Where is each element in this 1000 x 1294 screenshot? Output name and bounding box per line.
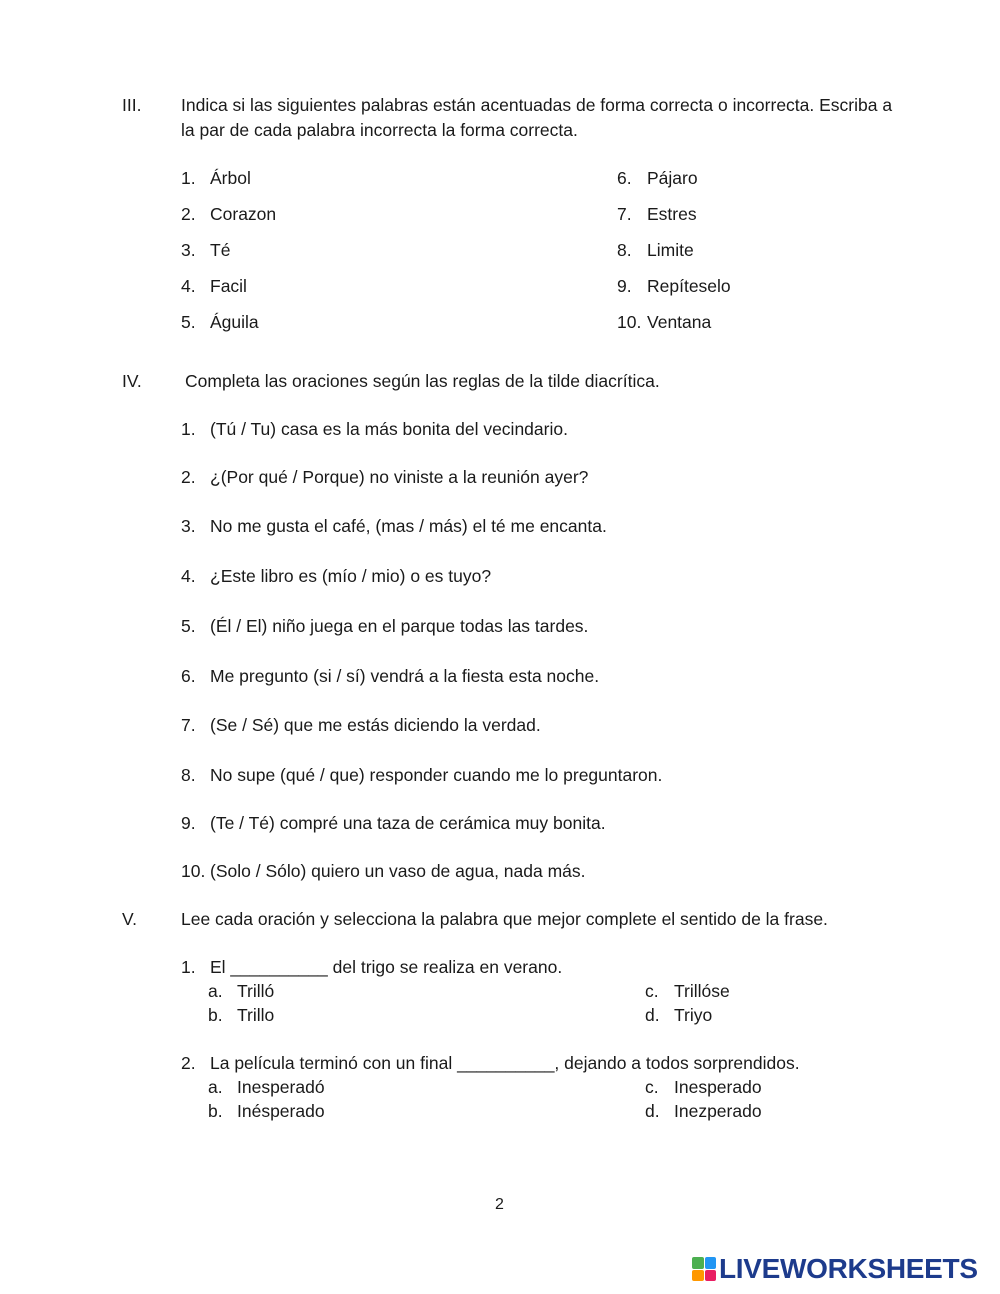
- section-iii-numeral: III.: [122, 95, 142, 115]
- question-number: 2.: [181, 1053, 196, 1073]
- logo-text: LIVEWORKSHEETS: [719, 1253, 978, 1284]
- list-item-number: 10.: [181, 861, 206, 881]
- list-item-number: 9.: [617, 276, 632, 296]
- list-item-number: 6.: [181, 666, 196, 686]
- list-item-number: 2.: [181, 204, 196, 224]
- option-text: Trilló: [237, 981, 275, 1001]
- option-letter: b.: [208, 1101, 223, 1121]
- sentence-item: (Solo / Sólo) quiero un vaso de agua, nada más.: [210, 861, 586, 881]
- list-item-number: 10.: [617, 312, 642, 332]
- option-text: Trillóse: [674, 981, 730, 1001]
- question-number: 1.: [181, 957, 196, 977]
- word-item: Limite: [647, 240, 694, 260]
- section-iii-instruction-line1: Indica si las siguientes palabras están acentuadas de forma correcta o incorrecta. Escriba a: [181, 95, 893, 115]
- word-item: Té: [210, 240, 231, 260]
- list-item-number: 7.: [617, 204, 632, 224]
- list-item-number: 5.: [181, 616, 196, 636]
- list-item-number: 6.: [617, 168, 632, 188]
- list-item-number: 2.: [181, 467, 196, 487]
- option-letter: c.: [645, 981, 659, 1001]
- liveworksheets-logo: [692, 1255, 978, 1283]
- word-item: Facil: [210, 276, 247, 296]
- section-v-instruction: Lee cada oración y selecciona la palabra que mejor complete el sentido de la frase.: [181, 909, 828, 929]
- sentence-item: (Tú / Tu) casa es la más bonita del vecindario.: [210, 419, 568, 439]
- option-text: Triyo: [674, 1005, 713, 1025]
- page-number: 2: [495, 1196, 504, 1213]
- list-item-number: 1.: [181, 168, 196, 188]
- option-text: Inésperado: [237, 1101, 325, 1121]
- option-text: Inezperado: [674, 1101, 762, 1121]
- option-letter: c.: [645, 1077, 659, 1097]
- question-text: El __________ del trigo se realiza en verano.: [210, 957, 563, 977]
- question-text: La película terminó con un final __________, dejando a todos sorprendidos.: [210, 1053, 800, 1073]
- logo-mark-icon: [692, 1257, 716, 1281]
- word-item: Árbol: [210, 168, 251, 188]
- list-item-number: 9.: [181, 813, 196, 833]
- list-item-number: 4.: [181, 566, 196, 586]
- word-item: Repíteselo: [647, 276, 731, 296]
- option-letter: d.: [645, 1005, 660, 1025]
- sentence-item: (Se / Sé) que me estás diciendo la verdad.: [210, 715, 541, 735]
- option-letter: d.: [645, 1101, 660, 1121]
- sentence-item: Me pregunto (si / sí) vendrá a la fiesta esta noche.: [210, 666, 600, 686]
- list-item-number: 5.: [181, 312, 196, 332]
- list-item-number: 7.: [181, 715, 196, 735]
- option-letter: a.: [208, 1077, 223, 1097]
- word-item: Águila: [210, 312, 259, 332]
- section-v-numeral: V.: [122, 909, 137, 929]
- list-item-number: 1.: [181, 419, 196, 439]
- sentence-item: ¿Este libro es (mío / mio) o es tuyo?: [210, 566, 492, 586]
- sentence-item: (Te / Té) compré una taza de cerámica muy bonita.: [210, 813, 606, 833]
- list-item-number: 3.: [181, 516, 196, 536]
- sentence-item: ¿(Por qué / Porque) no viniste a la reunión ayer?: [210, 467, 589, 487]
- option-letter: a.: [208, 981, 223, 1001]
- section-iii-instruction-line2: la par de cada palabra incorrecta la forma correcta.: [181, 120, 578, 140]
- list-item-number: 8.: [617, 240, 632, 260]
- option-text: Inesperadó: [237, 1077, 325, 1097]
- option-text: Trillo: [237, 1005, 275, 1025]
- word-item: Pájaro: [647, 168, 698, 188]
- sentence-item: No me gusta el café, (mas / más) el té me encanta.: [210, 516, 607, 536]
- list-item-number: 4.: [181, 276, 196, 296]
- word-item: Estres: [647, 204, 697, 224]
- list-item-number: 8.: [181, 765, 196, 785]
- section-iv-instruction: Completa las oraciones según las reglas de la tilde diacrítica.: [185, 371, 660, 391]
- list-item-number: 3.: [181, 240, 196, 260]
- option-letter: b.: [208, 1005, 223, 1025]
- word-item: Corazon: [210, 204, 277, 224]
- word-item: Ventana: [647, 312, 712, 332]
- sentence-item: (Él / El) niño juega en el parque todas las tardes.: [210, 616, 589, 636]
- sentence-item: No supe (qué / que) responder cuando me lo preguntaron.: [210, 765, 663, 785]
- section-iv-numeral: IV.: [122, 371, 142, 391]
- option-text: Inesperado: [674, 1077, 762, 1097]
